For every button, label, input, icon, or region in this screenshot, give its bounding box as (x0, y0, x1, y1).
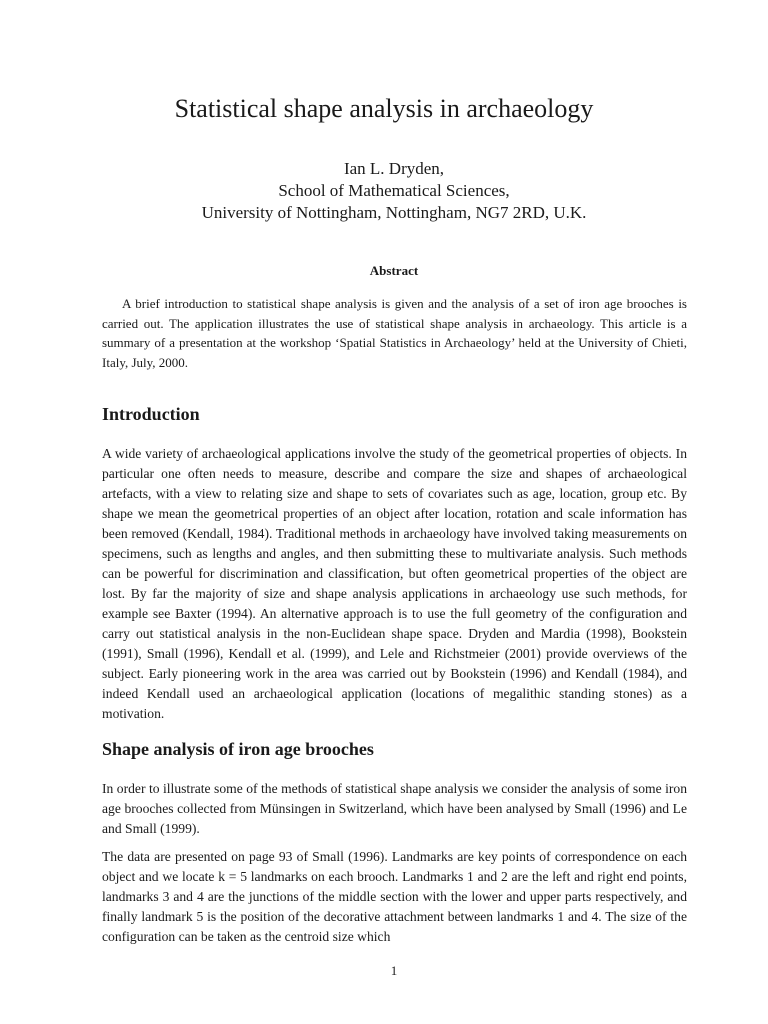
section-heading-introduction: Introduction (102, 404, 200, 424)
shape-analysis-paragraph-2: The data are presented on page 93 of Small (1996). Landmarks are key points of correspondence on each object and we locate k = 5 landmarks on each brooch. Landmarks 1 and 2 are the left and right end points, landmarks 3 and 4 are the junctions of the middle section with the lower and upper parts respectively, and finally landmark 5 is the position of the decorative attachment between landmarks 1 and 4. The size of the configuration can be taken as the centroid size which (102, 849, 687, 944)
introduction-paragraph: A wide variety of archaeological applications involve the study of the geometrical properties of objects. In particular one often needs to measure, describe and compare the size and shapes of archaeological artefacts, with a view to relating size and shape to sets of covariates such as age, location, group etc. By shape we mean the geometrical properties of an object after location, rotation and scale information has been removed (Kendall, 1984). Traditional methods in archaeology have involved taking measurements on specimens, such as lengths and angles, and then submitting these to multivariate analysis. Such methods can be powerful for discrimination and classification, but often geometrical properties of the object are lost. By far the majority of size and shape analysis applications in archaeology use such methods, for example see Baxter (1994). An alternative approach is to use the full geometry of the configuration and carry out statistical analysis in the non-Euclidean shape space. Dryden and Mardia (1998), Bookstein (1991), Small (1996), Kendall et al. (1999), and Lele and Richstmeier (2001) provide overviews of the subject. Early pioneering work in the area was carried out by Bookstein (1996) and Kendall (1984), and indeed Kendall used an archaeological application (locations of megalithic standing stones) as a motivation. (102, 446, 687, 721)
author-affiliation: University of Nottingham, Nottingham, NG7 2RD, U.K. (201, 203, 587, 222)
shape-analysis-paragraph-1: In order to illustrate some of the methods of statistical shape analysis we consider the analysis of some iron age brooches collected from Münsingen in Switzerland, which have been analysed by Small (1996) and Le and Small (1999). (102, 781, 687, 836)
author-block (0, 158, 768, 224)
abstract-text: A brief introduction to statistical shape analysis is given and the analysis of a set of iron age brooches is carried out. The application illustrates the use of statistical shape analysis in archaeology. This article is a summary of a presentation at the workshop ‘Spatial Statistics in Archaeology’ held at the University of Chieti, Italy, July, 2000. (102, 296, 687, 370)
section-heading-shape-analysis: Shape analysis of iron age brooches (102, 739, 374, 759)
abstract-heading: Abstract (369, 263, 419, 278)
page-number: 1 (390, 963, 398, 978)
author-name: Ian L. Dryden, (343, 159, 445, 178)
author-department: School of Mathematical Sciences, (278, 181, 510, 200)
paper-title: Statistical shape analysis in archaeology (174, 94, 594, 123)
